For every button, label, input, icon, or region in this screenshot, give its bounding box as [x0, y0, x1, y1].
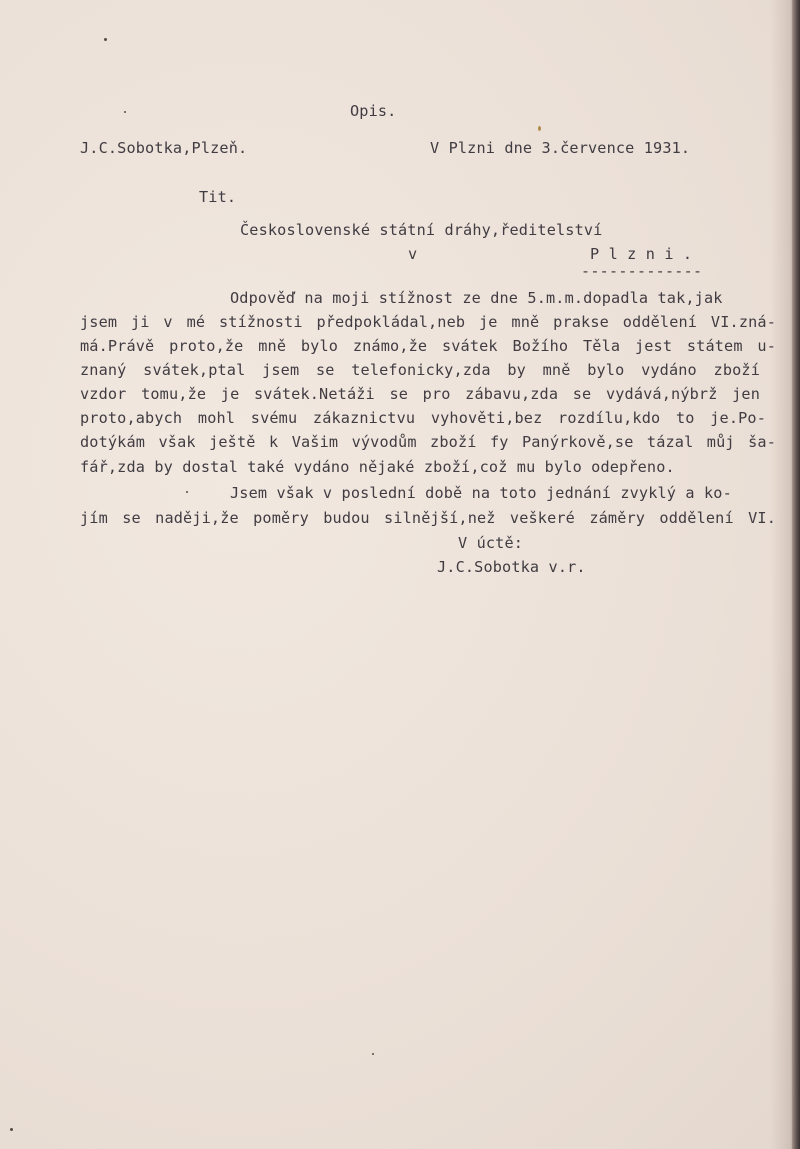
page-edge-shadow [792, 0, 800, 1149]
recipient-city: P l z n i . [590, 245, 693, 263]
signature: J.C.Sobotka v.r. [437, 558, 586, 576]
body-line-2: jsem ji v mé stížnosti předpokládal,neb je mně prakse oddělení VI.zná- [80, 313, 776, 331]
body-line-7: dotýkám však ještě k Vašim vývodům zboží fy Panýrkově,se tázal můj ša- [80, 433, 776, 451]
closing: V úctě: [458, 534, 524, 552]
recipient-v: v [408, 245, 418, 263]
body-line-3: má.Právě proto,že mně bylo známo,že svátek Božího Těla jest státem u- [80, 337, 776, 355]
body-line-9: Jsem však v poslední době na toto jednání zvyklý a ko- [230, 484, 732, 502]
ink-speck [124, 111, 126, 113]
salutation: Tit. [199, 188, 237, 206]
document-heading: Opis. [350, 102, 397, 120]
recipient-name: Československé státní dráhy,ředitelství [240, 221, 603, 239]
place-date-line: V Plzni dne 3.července 1931. [430, 139, 691, 157]
ink-speck [186, 491, 188, 493]
body-line-10: jím se naději,že poměry budou silnější,než veškeré záměry oddělení VI. [80, 509, 776, 527]
body-line-8: fář,zda by dostal také vydáno nějaké zboží,což mu bylo odepřeno. [80, 458, 675, 476]
ink-speck [372, 1053, 374, 1055]
ink-speck [104, 38, 107, 41]
ink-speck [538, 126, 541, 131]
body-line-1: Odpověď na moji stížnost ze dne 5.m.m.dopadla tak,jak [230, 289, 723, 307]
recipient-city-underline: ------------- [581, 262, 703, 280]
body-line-6: proto,abych mohl svému zákaznictvu vyhověti,bez rozdílu,kdo to je.Po- [80, 409, 766, 427]
body-line-5: vzdor tomu,že je svátek.Netáži se pro zábavu,zda se vydává,nýbrž jen [80, 385, 760, 403]
sender-line: J.C.Sobotka,Plzeň. [80, 139, 248, 157]
ink-speck [10, 1128, 13, 1131]
body-line-4: znaný svátek,ptal jsem se telefonicky,zda by mně bylo vydáno zboží [80, 361, 760, 379]
